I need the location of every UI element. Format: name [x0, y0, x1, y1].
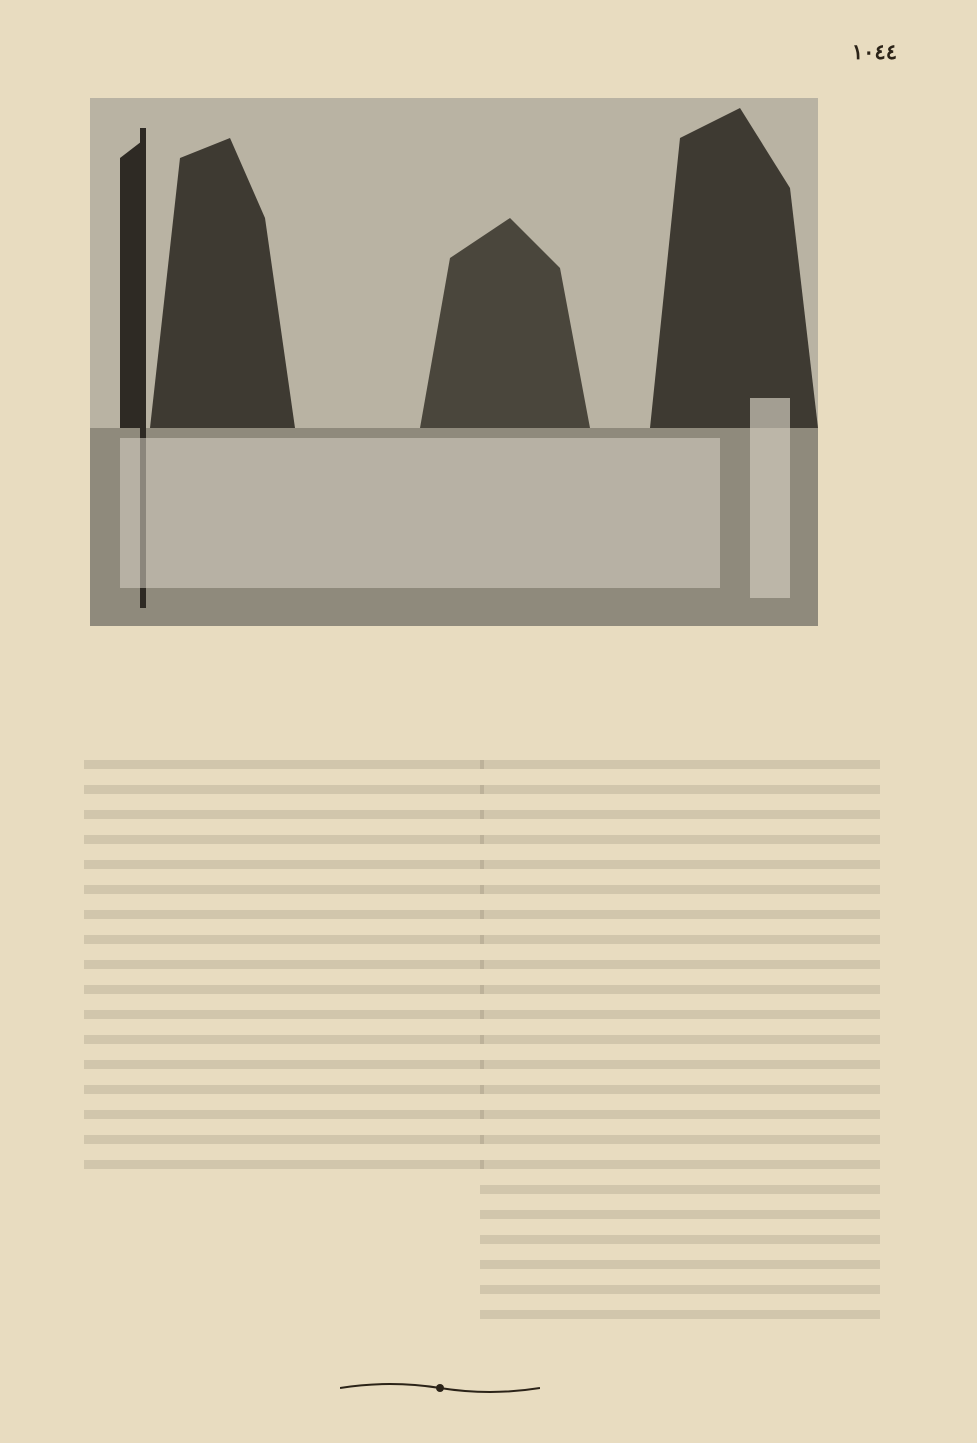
page-number: ١٠٤٤ [851, 38, 897, 64]
outdoor-photo-icon [90, 98, 818, 626]
ornament-divider-icon [340, 1378, 540, 1398]
article-column-left [84, 760, 484, 1180]
article-column-right [480, 760, 880, 1320]
running-head [80, 36, 897, 66]
photograph [90, 98, 818, 626]
